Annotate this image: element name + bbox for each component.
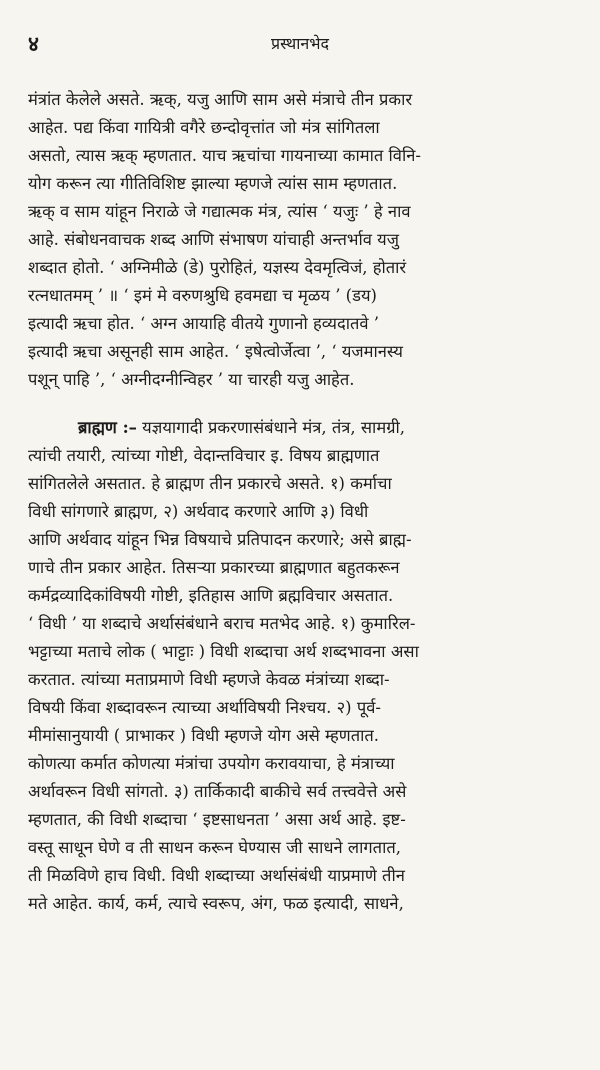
page-body — [28, 86, 573, 918]
text-line: भट्टाच्या मताचे लोक ( भाट्टाः ) विधी शब्दाचा अर्थ शब्दभावना असा — [28, 642, 419, 661]
text-line: कर्मद्रव्यादिकांविषयी गोष्टी, इतिहास आणि ब्रह्मविचार असतात. — [28, 586, 394, 605]
text-line: विषयी किंवा शब्दावरून त्याच्या अर्थाविषयी निश्चय. २) पूर्व- — [28, 698, 381, 717]
text-line: ती मिळविणे हाच विधी. विधी शब्दाच्या अर्थासंबंधी याप्रमाणे तीन — [28, 866, 405, 885]
page-header — [28, 30, 572, 58]
text-line: रत्नधातमम् ’ ॥ ‘ इमं मे वरुणश्रुधि हवमद्या च मृळय ’ (डय) — [28, 286, 377, 305]
text-line: इत्यादी ऋचा होत. ‘ अग्न आयाहि वीतये गुणानो हव्यदातवे ’ — [28, 314, 380, 333]
section-heading: ब्राह्मण :– — [78, 418, 137, 437]
text-line: मते आहेत. कार्य, कर्म, त्याचे स्वरूप, अंग, फळ इत्यादी, साधने, — [28, 894, 404, 913]
text-run: यज्ञयागादी प्रकरणासंबंधाने मंत्र, तंत्र, सामग्री, — [136, 418, 406, 437]
text-line: त्यांची तयारी, त्यांच्या गोष्टी, वेदान्तविचार इ. विषय ब्राह्मणात — [28, 446, 380, 465]
paragraph-gap — [28, 394, 573, 414]
text-line: ऋक् व साम यांहून निराळे जे गद्यात्मक मंत्र, त्यांस ‘ यजुः ’ हे नाव — [28, 202, 411, 221]
text-line: णाचे तीन प्रकार आहेत. तिसऱ्या प्रकारच्या ब्राह्मणात बहुतकरून — [28, 558, 400, 577]
running-title: प्रस्थानभेद — [270, 34, 329, 53]
text-line: अर्थावरून विधी सांगतो. ३) तार्किकादी बाकीचे सर्व तत्त्ववेत्ते असे — [28, 782, 407, 801]
text-line: म्हणतात, की विधी शब्दाचा ‘ इष्टसाधनता ’ असा अर्थ आहे. इष्ट- — [28, 810, 406, 829]
text-line: असतो, त्यास ऋक् म्हणतात. याच ऋचांचा गायनाच्या कामात विनि- — [28, 146, 421, 165]
text-line: विधी सांगणारे ब्राह्मण, २) अर्थवाद करणारे आणि ३) विधी — [28, 502, 369, 521]
text-line: योग करून त्या गीतिविशिष्ट झाल्या म्हणजे त्यांस साम म्हणतात. — [28, 174, 398, 193]
text-line: आहेत. पद्य किंवा गायित्री वगैरे छन्दोवृत्तांत जो मंत्र सांगितला — [28, 118, 380, 137]
page-number: ४ — [28, 31, 39, 56]
text-line: आहे. संबोधनवाचक शब्द आणि संभाषण यांचाही अन्तर्भाव यजु — [28, 230, 399, 249]
text-line: मीमांसानुयायी ( प्राभाकर ) विधी म्हणजे योग असे म्हणतात. — [28, 726, 380, 745]
text-line: सांगितलेले असतात. हे ब्राह्मण तीन प्रकारचे असते. १) कर्माचा — [28, 474, 392, 493]
text-line: आणि अर्थवाद यांहून भिन्न विषयाचे प्रतिपादन करणारे; असे ब्राह्म- — [28, 530, 412, 549]
text-line: इत्यादी ऋचा असूनही साम आहेत. ‘ इषेत्वोर्जेत्वा ’, ‘ यजमानस्य — [28, 342, 403, 361]
paragraph-brahmana — [28, 414, 573, 918]
text-line: ‘ विधी ’ या शब्दाचे अर्थासंबंधाने बराच मतभेद आहे. १) कुमारिल- — [28, 614, 416, 633]
text-line: शब्दात होतो. ‘ अग्निमीळे (डे) पुरोहितं, यज्ञस्य देवमृत्विजं, होतारं — [28, 258, 407, 277]
text-line: मंत्रांत केलेले असते. ऋक्, यजु आणि साम असे मंत्राचे तीन प्रकार — [28, 90, 413, 109]
text-line: करतात. त्यांच्या मताप्रमाणे विधी म्हणजे केवळ मंत्रांच्या शब्दा- — [28, 670, 390, 689]
text-line: कोणत्या कर्मात कोणत्या मंत्रांचा उपयोग करावयाचा, हे मंत्राच्या — [28, 754, 395, 773]
text-line: पशून् पाहि ’, ‘ अग्नीदग्नीन्विहर ’ या चारही यजु आहेत. — [28, 370, 355, 389]
paragraph-rigveda — [28, 86, 573, 394]
text-line-first — [28, 414, 573, 442]
text-line: वस्तू साधून घेणे व ती साधन करून घेण्यास जी साधने लागतात, — [28, 838, 402, 857]
